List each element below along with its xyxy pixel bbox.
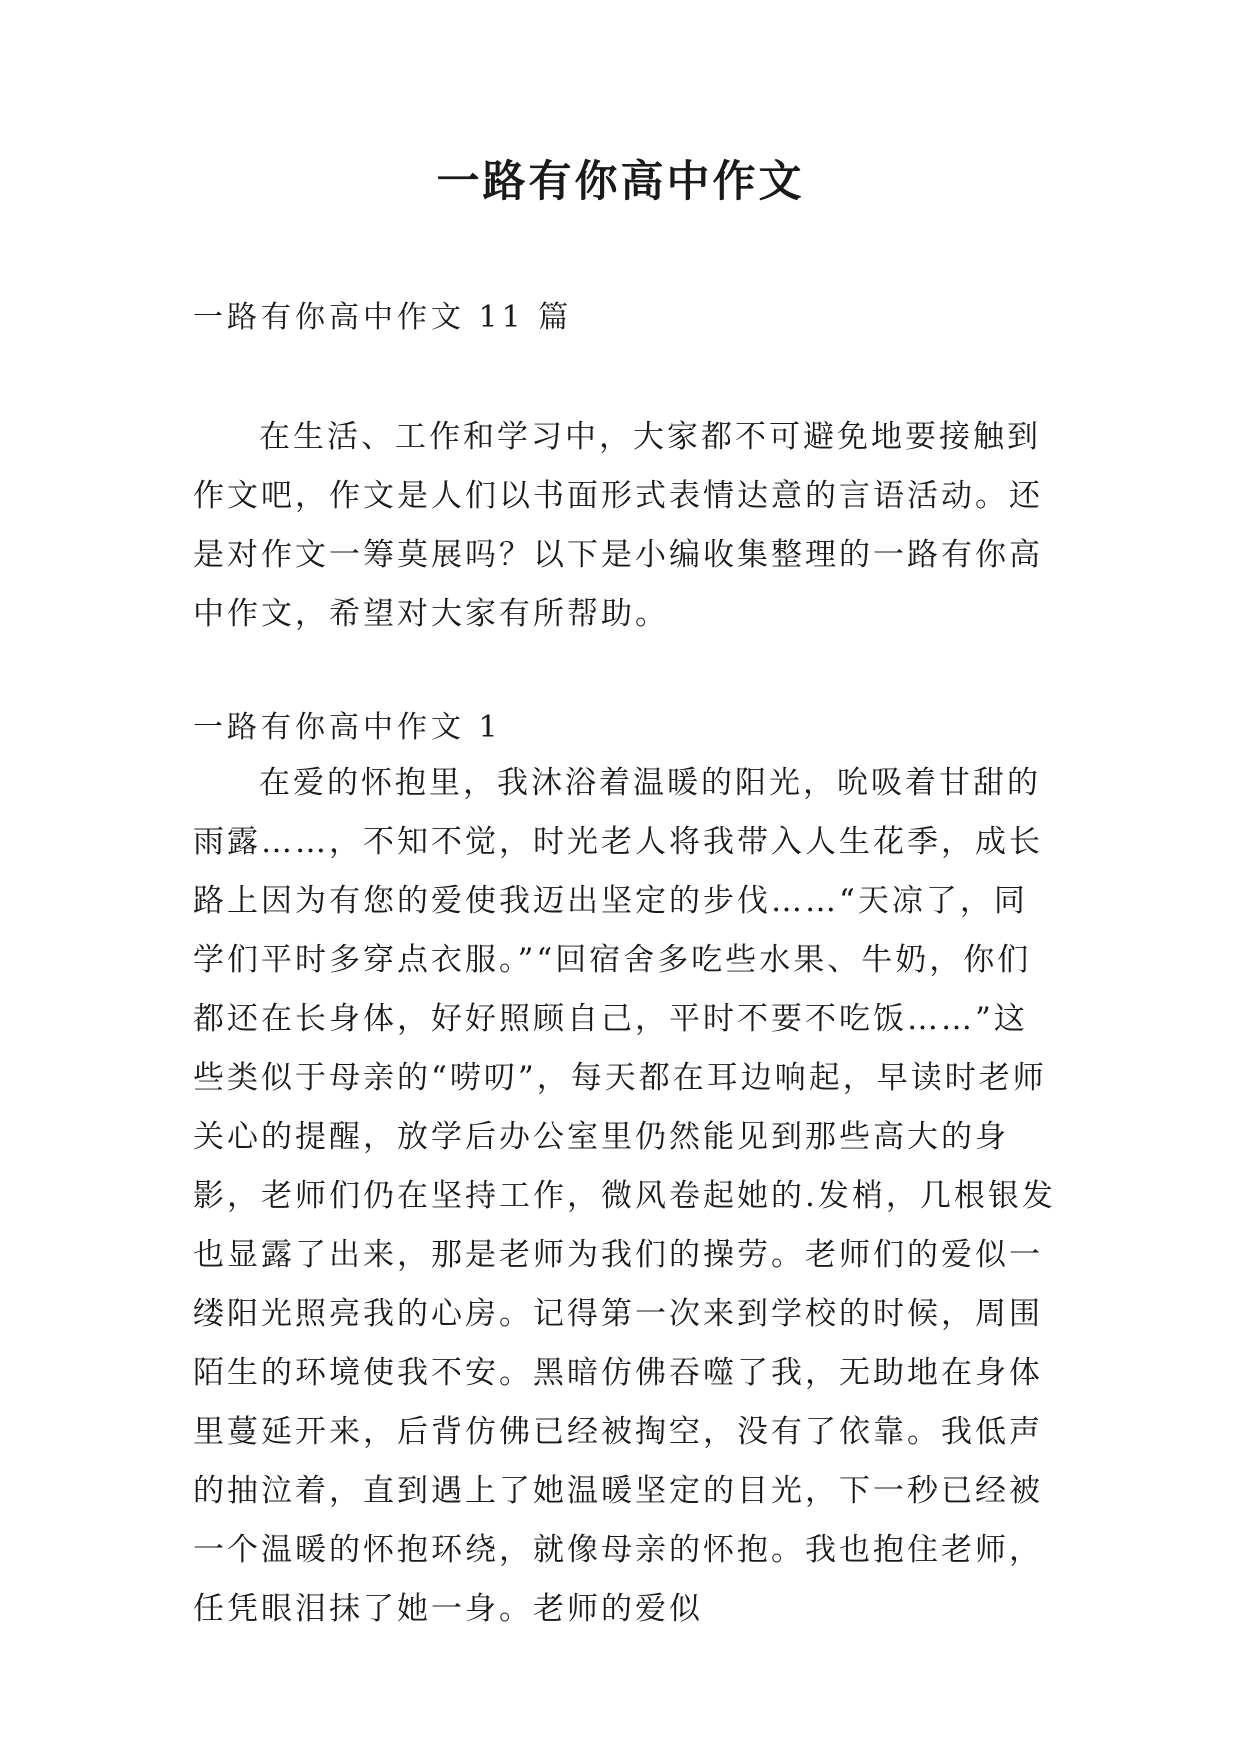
essay-paragraph — [193, 754, 1058, 1639]
section-heading: 一路有你高中作文 1 — [193, 710, 502, 745]
document-title: 一路有你高中作文 — [436, 157, 805, 207]
essay-text: 在爱的怀抱里，我沐浴着温暖的阳光，吮吸着甘甜的雨露……，不知不觉，时光老人将我带入人生花季，成长路上因为有您的爱使我迈出坚定的步伐……“天凉了，同学们平时多穿点衣服。”“回宿舍多吃些水果、牛奶，你们都还在长身体，好好照顾自己，平时不要不吃饭……”这些类似于母亲的“唠叨”，每天都在耳边响起，早读时老师关心的提醒，放学后办公室里仍然能见到那些高大的身影，老师们仍在坚持工作，微风卷起她的.发梢，几根银发也显露了出来，那是老师为我们的操劳。老师们的爱似一缕阳光照亮我的心房。记得第一次来到学校的时候，周围陌生的环境使我不安。黑暗仿佛吞噬了我，无助地在身体里蔓延开来，后背仿佛已经被掏空，没有了依靠。我低声的抽泣着，直到遇上了她温暖坚定的目光，下一秒已经被一个温暖的怀抱环绕，就像母亲的怀抱。我也抱住老师，任凭眼泪抹了她一身。老师的爱似 — [193, 765, 1056, 1627]
intro-paragraph — [193, 408, 1058, 644]
intro-text: 在生活、工作和学习中，大家都不可避免地要接触到作文吧，作文是人们以书面形式表情达意的言语活动。还是对作文一筹莫展吗？以下是小编收集整理的一路有你高中作文，希望对大家有所帮助。 — [193, 419, 1043, 632]
document-subtitle: 一路有你高中作文 11 篇 — [193, 300, 573, 335]
